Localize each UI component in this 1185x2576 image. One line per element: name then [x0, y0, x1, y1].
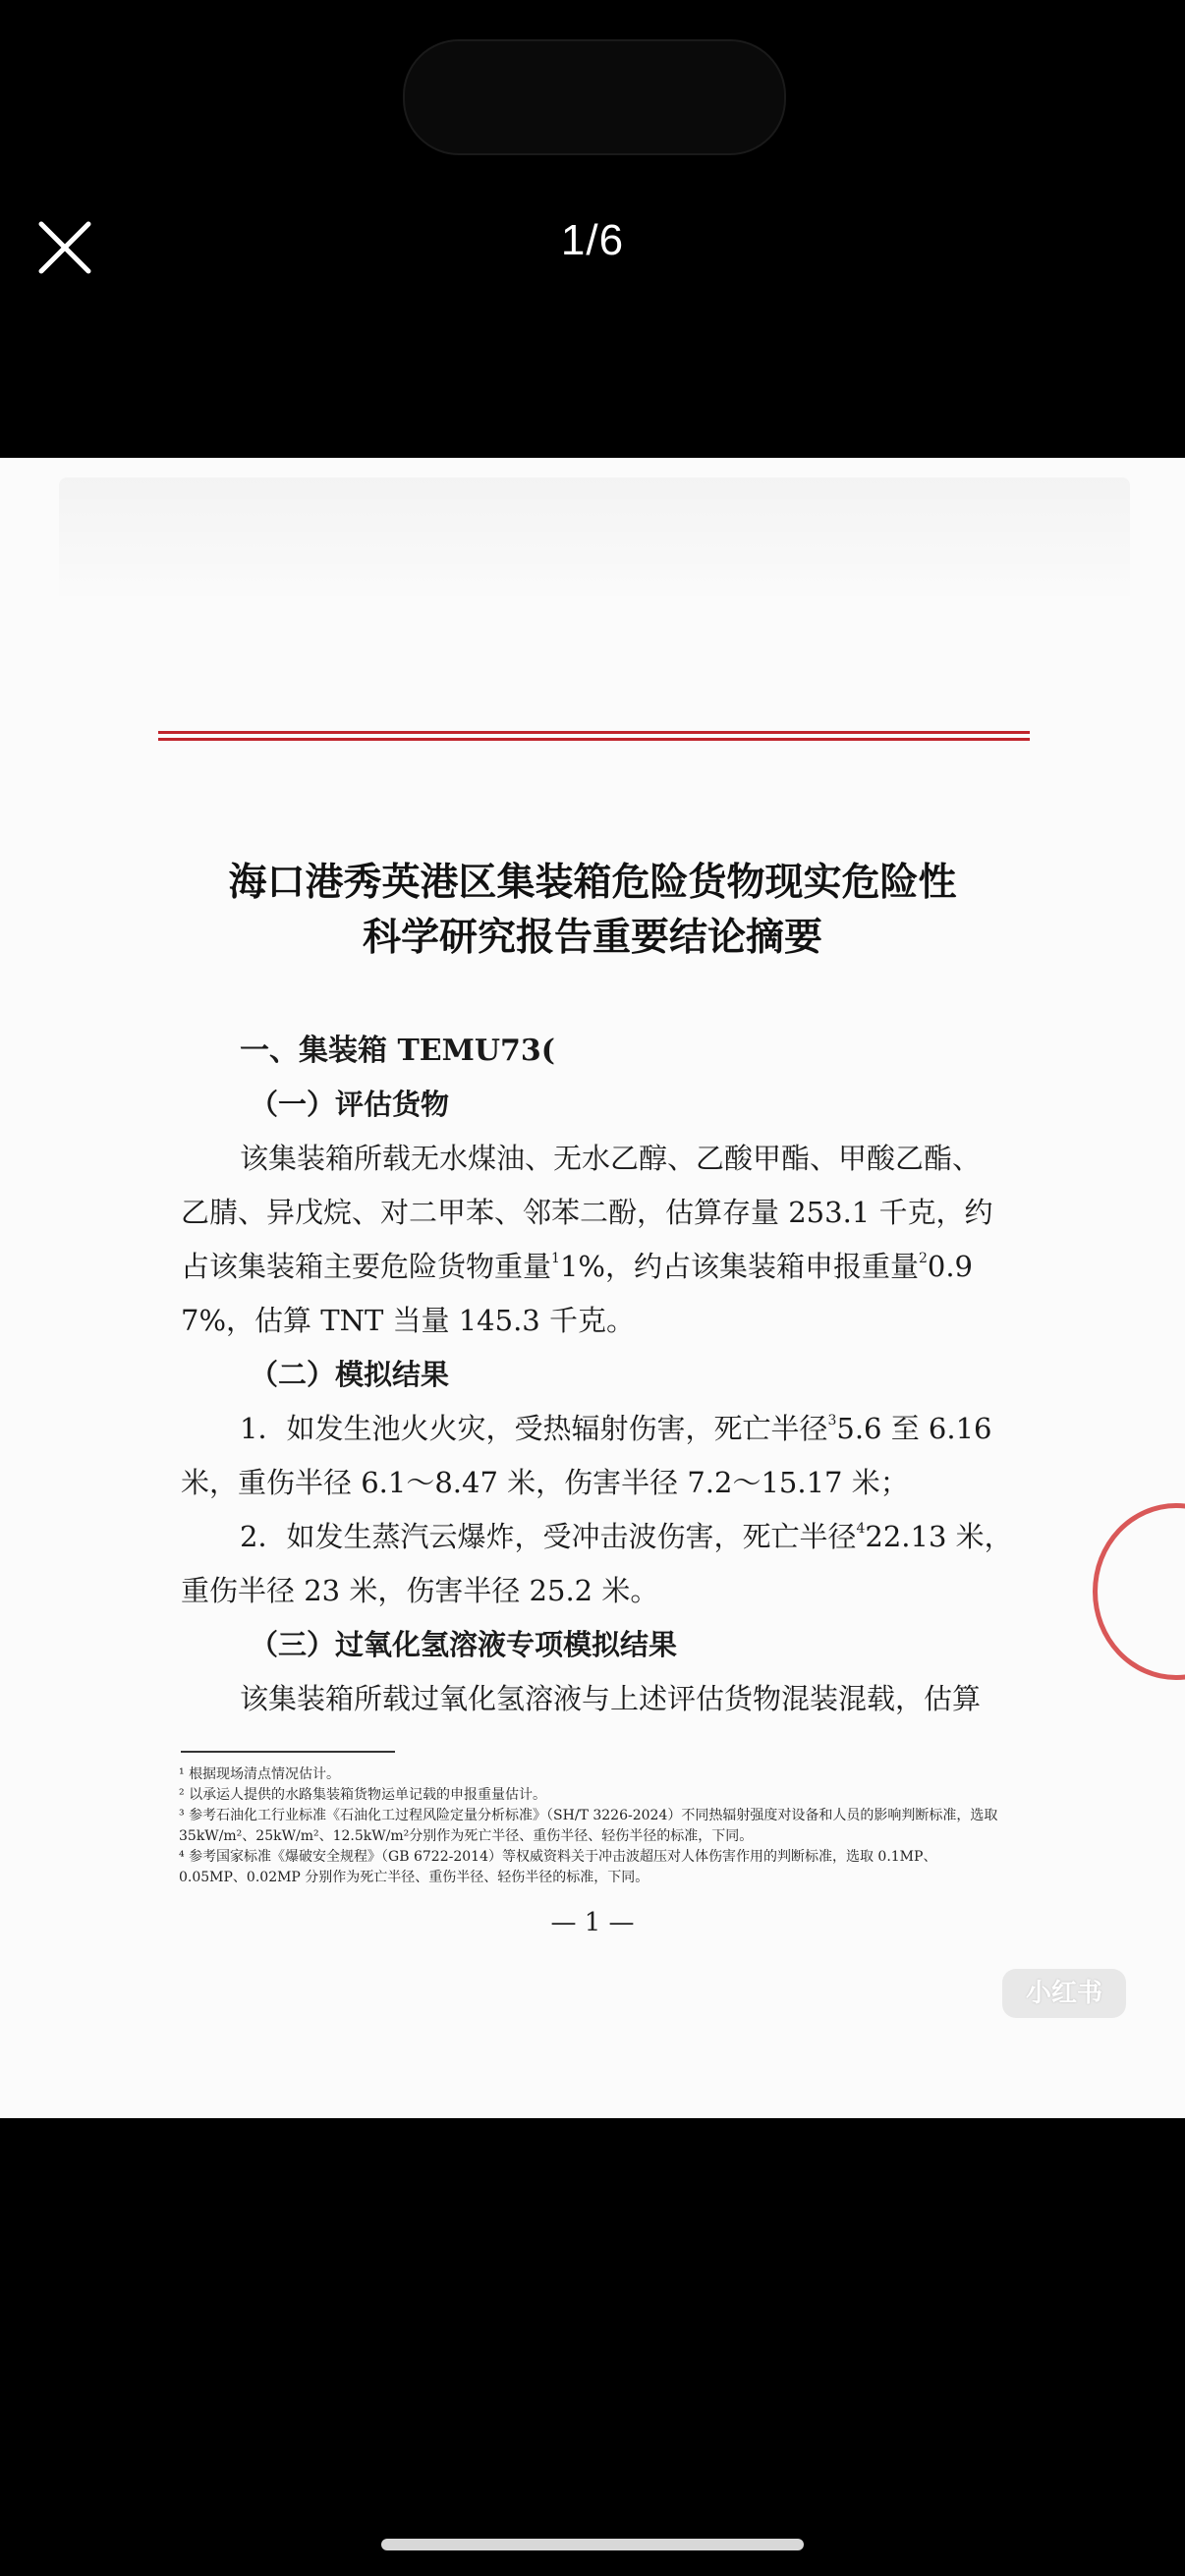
- red-seal-stamp: [1093, 1503, 1185, 1680]
- footnote: ¹ 根据现场清点情况估计。: [179, 1766, 341, 1782]
- paragraph-line: 7%，估算 TNT 当量 145.3 千克。: [181, 1304, 635, 1337]
- section-heading: 一、集装箱 TEMU73(: [240, 1034, 555, 1068]
- footnotes: [179, 1764, 1000, 1888]
- subsection-heading: （一）评估货物: [250, 1088, 450, 1121]
- paragraph-line: 重伤半径 23 米，伤害半径 25.2 米。: [181, 1574, 659, 1607]
- footnote-ref: 1: [551, 1251, 560, 1266]
- document-image[interactable]: [0, 458, 1185, 2118]
- footnote-rule: [181, 1751, 395, 1753]
- paragraph-line: 占该集装箱主要危险货物重量$^1$1%，约占该集装箱申报重量$^2$0.9: [181, 1250, 973, 1283]
- document-body: [181, 1024, 1013, 1726]
- dynamic-island: [403, 39, 786, 155]
- subsection-heading: （三）过氧化氢溶液专项模拟结果: [250, 1628, 678, 1661]
- red-header-rule: [158, 731, 1030, 745]
- watermark-logo: 小红书: [1002, 1969, 1126, 2018]
- footnote: ³ 参考石油化工行业标准《石油化工过程风险定量分析标准》（SH/T 3226-2024）不同热辐射强度对设备和人员的影响判断标准，选取 35kW/m²、25kW/m²、12.5kW/m²分别作为死亡半径、重伤半径、轻伤半径的标准，下同。: [179, 1808, 998, 1844]
- paragraph-line: 该集装箱所载无水煤油、无水乙醇、乙酸甲酯、甲酸乙酯、: [240, 1142, 982, 1175]
- paragraph-line: 该集装箱所载过氧化氢溶液与上述评估货物混装混载，估算: [240, 1682, 982, 1715]
- home-indicator[interactable]: [381, 2539, 804, 2550]
- paragraph-line: 1．如发生池火火灾，受热辐射伤害，死亡半径$^3$5.6 至 6.16: [240, 1412, 992, 1445]
- title-line-2: 科学研究报告重要结论摘要: [362, 915, 822, 960]
- footnote-ref: 3: [827, 1413, 837, 1428]
- image-counter: 1/6: [560, 216, 625, 264]
- footnote-ref: 4: [856, 1521, 866, 1537]
- title-line-1: 海口港秀英港区集装箱危险货物现实危险性: [228, 860, 957, 905]
- paragraph-line: 乙腈、异戊烷、对二甲苯、邻苯二酚，估算存量 253.1 千克，约: [181, 1196, 993, 1229]
- paragraph-line: 2．如发生蒸汽云爆炸，受冲击波伤害，死亡半径$^4$22.13 米，: [240, 1520, 1013, 1553]
- footnote-ref: 2: [918, 1251, 928, 1266]
- document-title: [0, 855, 1185, 965]
- footnote: ⁴ 参考国家标准《爆破安全规程》（GB 6722-2014）等权威资料关于冲击波超压对人体伤害作用的判断标准，选取 0.1MP、0.05MP、0.02MP 分别作为死亡半径、重伤半径、轻伤半径的标准，下同。: [179, 1849, 937, 1885]
- footnote: ² 以承运人提供的水路集装箱货物运单记载的申报重量估计。: [179, 1787, 547, 1803]
- page-number: — 1 —: [550, 1908, 635, 1937]
- paragraph-line: 米，重伤半径 6.1～8.47 米，伤害半径 7.2～15.17 米；: [181, 1466, 909, 1499]
- subsection-heading: （二）模拟结果: [250, 1358, 450, 1391]
- bleed-through-shadow: [59, 477, 1130, 605]
